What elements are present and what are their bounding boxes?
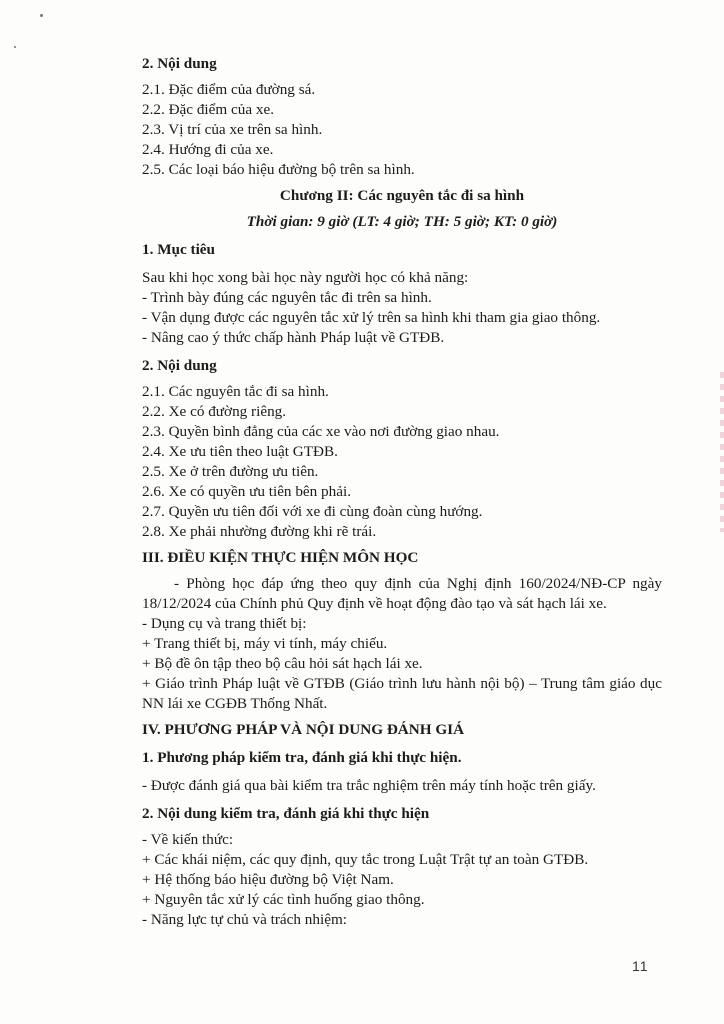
chapter-title: Chương II: Các nguyên tắc đi sa hình — [279, 187, 525, 204]
list-item: + Các khái niệm, các quy định, quy tắc trong Luật Trật tự an toàn GTĐB. — [142, 851, 589, 868]
list-item: 2.2. Đặc điểm của xe. — [142, 101, 274, 118]
list-item: 2.5. Các loại báo hiệu đường bộ trên sa hình. — [142, 161, 415, 178]
list-item: 2.2. Xe có đường riêng. — [142, 403, 287, 420]
section3-paragraph: + Giáo trình Pháp luật về GTĐB (Giáo trình lưu hành nội bộ) – Trung tâm giáo dục NN lái xe CGĐB Thống Nhất. — [142, 675, 662, 712]
list-item: + Bộ đề ôn tập theo bộ câu hỏi sát hạch lái xe. — [142, 655, 423, 672]
list-item: 2.3. Vị trí của xe trên sa hình. — [142, 121, 323, 138]
objectives-heading: 1. Mục tiêu — [142, 241, 215, 258]
list-item: 2.4. Xe ưu tiên theo luật GTĐB. — [142, 443, 338, 460]
list-item: 2.1. Đặc điểm của đường sá. — [142, 81, 316, 98]
list-item: - Nâng cao ý thức chấp hành Pháp luật về GTĐB. — [142, 329, 445, 346]
list-item: - Năng lực tự chủ và trách nhiệm: — [142, 911, 347, 928]
list-item: 2.6. Xe có quyền ưu tiên bên phải. — [142, 483, 351, 500]
content2-heading: 2. Nội dung — [142, 357, 217, 374]
eval-heading: 2. Nội dung kiểm tra, đánh giá khi thực hiện — [142, 805, 430, 822]
list-item: 2.4. Hướng đi của xe. — [142, 141, 274, 158]
list-item: - Vận dụng được các nguyên tắc xử lý trên sa hình khi tham gia giao thông. — [142, 309, 601, 326]
scan-speck — [14, 46, 16, 48]
list-item: 2.1. Các nguyên tắc đi sa hình. — [142, 383, 329, 400]
objectives-intro: Sau khi học xong bài học này người học có khả năng: — [142, 269, 469, 286]
scan-edge-mark — [720, 372, 724, 532]
list-item: - Trình bày đúng các nguyên tắc đi trên sa hình. — [142, 289, 432, 306]
list-item: + Nguyên tắc xử lý các tình huống giao thông. — [142, 891, 425, 908]
section3-heading: III. ĐIỀU KIỆN THỰC HIỆN MÔN HỌC — [142, 549, 419, 566]
list-item: - Dụng cụ và trang thiết bị: — [142, 615, 307, 632]
chapter-time: Thời gian: 9 giờ (LT: 4 giờ; TH: 5 giờ; KT: 0 giờ) — [246, 213, 558, 230]
section4-heading: IV. PHƯƠNG PHÁP VÀ NỘI DUNG ĐÁNH GIÁ — [142, 721, 465, 738]
list-item: + Hệ thống báo hiệu đường bộ Việt Nam. — [142, 871, 394, 888]
list-item: 2.8. Xe phải nhường đường khi rẽ trái. — [142, 523, 377, 540]
method-heading: 1. Phương pháp kiểm tra, đánh giá khi thực hiện. — [142, 749, 462, 766]
page-number: 11 — [632, 958, 649, 974]
list-item: - Về kiến thức: — [142, 831, 234, 848]
scan-speck — [40, 14, 43, 17]
method-text: - Được đánh giá qua bài kiểm tra trắc nghiệm trên máy tính hoặc trên giấy. — [142, 777, 596, 794]
list-item: 2.7. Quyền ưu tiên đối với xe đi cùng đoàn cùng hướng. — [142, 503, 483, 520]
list-item: 2.5. Xe ở trên đường ưu tiên. — [142, 463, 319, 480]
section1-heading: 2. Nội dung — [142, 55, 217, 72]
list-item: + Trang thiết bị, máy vi tính, máy chiếu. — [142, 635, 388, 652]
section3-paragraph: - Phòng học đáp ứng theo quy định của Nghị định 160/2024/NĐ-CP ngày 18/12/2024 của Chính phủ Quy định về hoạt động đào tạo và sát hạch lái xe. — [142, 575, 662, 612]
list-item: 2.3. Quyền bình đẳng của các xe vào nơi đường giao nhau. — [142, 423, 500, 440]
